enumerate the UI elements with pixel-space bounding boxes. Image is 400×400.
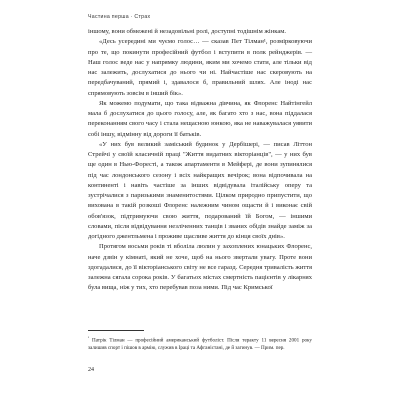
footnote-separator: [88, 330, 144, 331]
paragraph: Протягом восьми років ті вболіла люлин у захоплених юнацьких Флоренс, наче дзвін у кімнаті, який не хоче, щоб на нього звертали увагу. Проте вони здогадалися, до її вікторіанського світу не все гаразд. Середня тривалість життя залежна сягала сорока років. У багатьох містах смертність пацієнтів у лікарнях була вища, ніж у тих, хто перебував поза ними. Під час Кримської: [88, 243, 312, 292]
paragraph: Як можемо подумати, що така відважна дівчина, як Флоренс Найтінгейл мала б дослухатися до цього голосу, але, як багато хто з нас, вона піддалася переконанням свого часу і стала нещасною юнкою, яка не наважувалася уявити собі іншу, відмінну від дороги її батьків.: [88, 99, 312, 138]
paragraph: іншому, вони обмежені й незадовільні ролі, доступні тодішнім жінкам.: [88, 28, 287, 35]
footnote-marker: ¹: [88, 336, 90, 340]
paragraph: «Десь усередині ми чуємо голос… — сказав Пет Тілман¹, розмірковуючи про те, що покинути професійний футбол і вступити в полк рейнджерів. — Наш голос веде нас у напрямку людини, яким ми хочемо стати, але тільки від нас залежить, дослухатися до нього чи ні. Найчастіше нас скеровують на передбачуваний, прямий і, здавалося б, правильний шлях. Але іноді нас спрямовують зовсім в інший бік».: [88, 38, 312, 97]
page-number: 24: [88, 367, 94, 373]
footnote-text: Патрік Тілман — професійний американський футболіст. Після теракту 11 вересня 2001 року залишив спорт і пішов в армію, служив в Іраці та Афганістані, де й загинув. — Прим. пер.: [88, 337, 312, 351]
running-head: Частина перша · Страх: [88, 14, 151, 20]
paragraph: «У них був великий заміський будинок у Дербішері, — писав Літтон Стрейчі у своїй класичній праці "Життя видатних вікторіанців", — у них був ще один в Нью-Форесті, а також апартаменти в Мейфері, де вони зупинялися під час лондонського сезону і всіх найкращих вечірок; вона відпочивала на континенті і навіть частіше за інших відвідувала італійську оперу та зустрічалися з паризькими знаменитостями. Цілком природно припустити, що вихована в такій розкоші Флоренс належним чином ощасти й і виконає свій обов'язок, підтримуючи свою життя, подарований їй Богом, — іншими словами, після відвідування незліченних танців і званих обідів знайде заміж за догідного джентльмена і проживе щасливе життя до кінця своїх днів».: [88, 140, 312, 240]
footnote: [88, 335, 312, 352]
body-text: [88, 27, 312, 294]
